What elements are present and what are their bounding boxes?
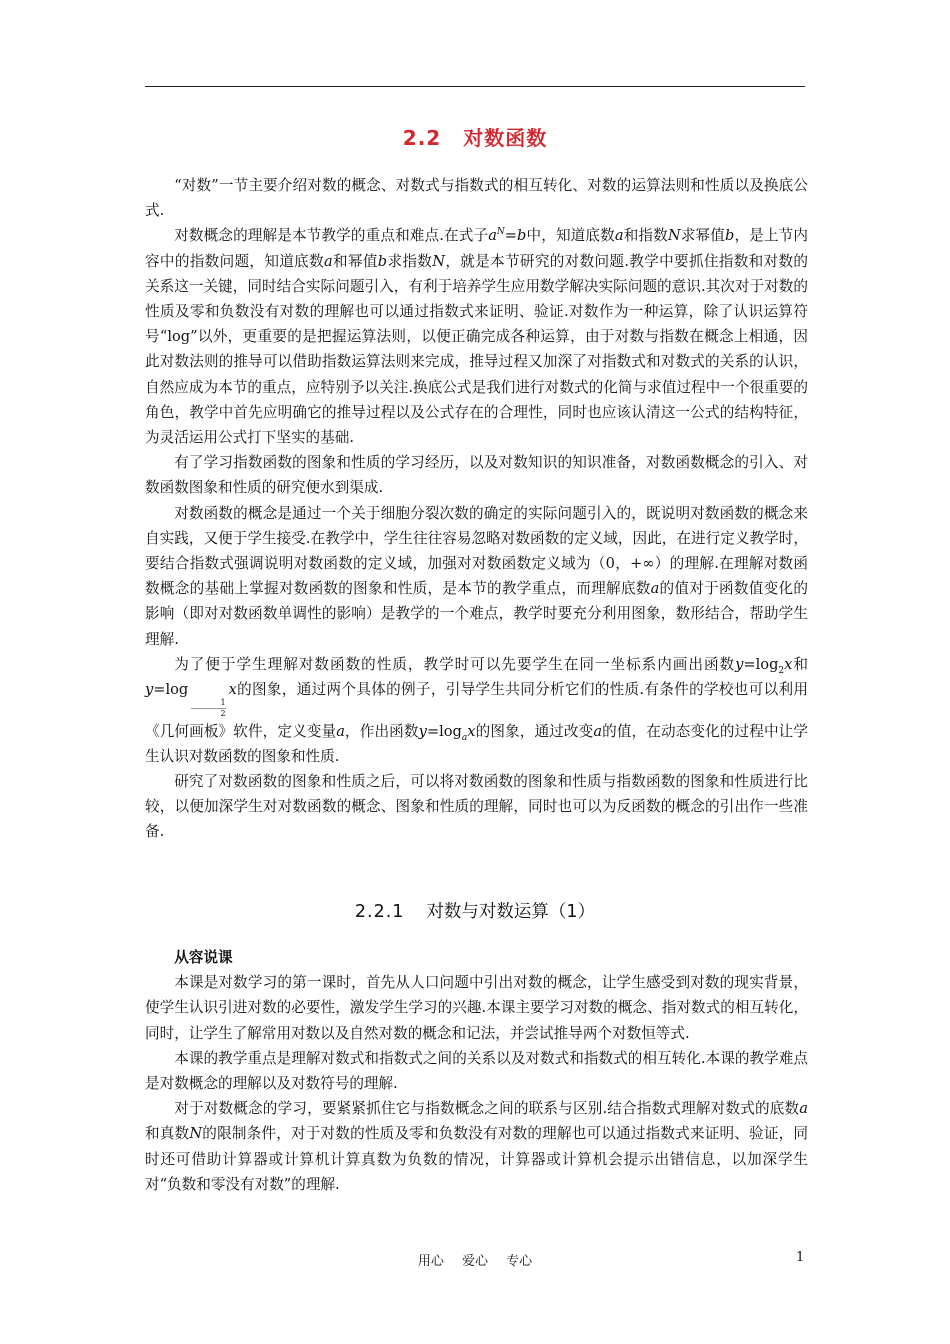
- paragraph-3: 有了学习指数函数的图象和性质的学习经历，以及对数知识的知识准备，对数函数概念的引入、对数函数图象和性质的研究便水到渠成.: [145, 454, 808, 497]
- header-rule: [145, 86, 805, 87]
- lesson-paragraph-3: 对于对数概念的学习，要紧紧抓住它与指数概念之间的联系与区别.结合指数式理解对数式的底数a和真数N的限制条件，对于对数的性质及零和负数没有对数的理解也可以通过指数式来证明、验证，同时还可借助计算器或计算机计算真数为负数的情况，计算器或计算机会提示出错信息，以加深学生对“负数和零没有对数”的理解.: [145, 1100, 808, 1193]
- paragraph-1: “对数”一节主要介绍对数的概念、对数式与指数式的相互转化、对数的运算法则和性质以及换底公式.: [145, 177, 808, 220]
- paragraph-4: 对数函数的概念是通过一个关于细胞分裂次数的确定的实际问题引入的，既说明对数函数的概念来自实践，又便于学生接受.在教学中，学生往往容易忽略对数函数的定义域，因此，在进行定义教学时，要结合指数式强调说明对数函数的定义域，加强对对数函数定义域为（0，+∞）的理解.在理解对数函数概念的基础上掌握对数函数的图象和性质，是本节的教学重点，而理解底数a的值对于函数值变化的影响（即对对数函数单调性的影响）是教学的一个难点，教学时要充分利用图象，数形结合，帮助学生理解.: [145, 504, 808, 648]
- paragraph-2: 对数概念的理解是本节教学的重点和难点.在式子$a^N=b$中，知道底数a和指数N求幂值b，是上节内容中的指数问题，知道底数a和幂值b求指数N，就是本节研究的对数问题.教学中要抓住指数和对数的关系这一关键，同时结合实际问题引入，有利于培养学生应用数学解决实际问题的意识.其次对于对数的性质及零和负数没有对数的理解也可以通过指数式来证明、验证.对数作为一种运算，除了认识运算符号“log”以外，更重要的是把握运算法则，以便正确完成各种运算，由于对数与指数在概念上相通，因此对数法则的推导可以借助指数运算法则来完成，推导过程又加深了对指数式和对数式的关系的认识，自然应成为本节的重点，应特别予以关注.换底公式是我们进行对数式的化简与求值过程中一个很重要的角色，教学中首先应明确它的推导过程以及公式存在的合理性，同时也应该认清这一公式的结构特征，为灵活运用公式打下坚实的基础.: [145, 227, 808, 447]
- lesson-heading: 从容说课: [174, 949, 233, 966]
- subsection-number: 2.2.1: [354, 902, 405, 922]
- lesson-paragraph-1: 本课是对数学习的第一课时，首先从人口问题中引出对数的概念，让学生感受到对数的现实背景，使学生认识引进对数的必要性，激发学生学习的兴趣.本课主要学习对数的概念、指对数式的相互转化，同时，让学生了解常用对数以及自然对数的概念和记法，并尝试推导两个对数恒等式.: [145, 974, 808, 1042]
- subsection-title-text: 对数与对数运算（1）: [426, 902, 596, 922]
- section-number: 2.2: [402, 126, 442, 150]
- subsection-body: [145, 945, 808, 1197]
- lesson-paragraph-2: 本课的教学重点是理解对数式和指数式之间的关系以及对数式和指数式的相互转化.本课的教学难点是对数概念的理解以及对数符号的理解.: [145, 1049, 808, 1093]
- paragraph-6: 研究了对数函数的图象和性质之后，可以将对数函数的图象和性质与指数函数的图象和性质进行比较，以便加深学生对对数函数的概念、图象和性质的理解，同时也可以为反函数的概念的引出作一些准备.: [145, 772, 808, 841]
- subsection-title: [0, 898, 950, 923]
- section-body: [145, 173, 808, 844]
- fraction-base: $\frac{1}{2}$: [191, 698, 225, 719]
- section-title-text: 对数函数: [463, 126, 548, 150]
- footer-motto: 用心 爱心 专心: [417, 1254, 533, 1269]
- page-number: 1: [796, 1250, 805, 1265]
- section-title: [0, 122, 950, 151]
- paragraph-5: 为了便于学生理解对数函数的性质，教学时可以先要学生在同一坐标系内画出函数$y=\log_2x$和y=log $\frac{1}{2}$ x的图象，通过两个具体的例子，引导学生共同分析它们的性质.有条件的学校也可以利用《几何画板》软件，定义变量a，作出函数$y=\log_ax$的图象，通过改变a的值，在动态变化的过程中让学生认识对数函数的图象和性质.: [145, 655, 808, 765]
